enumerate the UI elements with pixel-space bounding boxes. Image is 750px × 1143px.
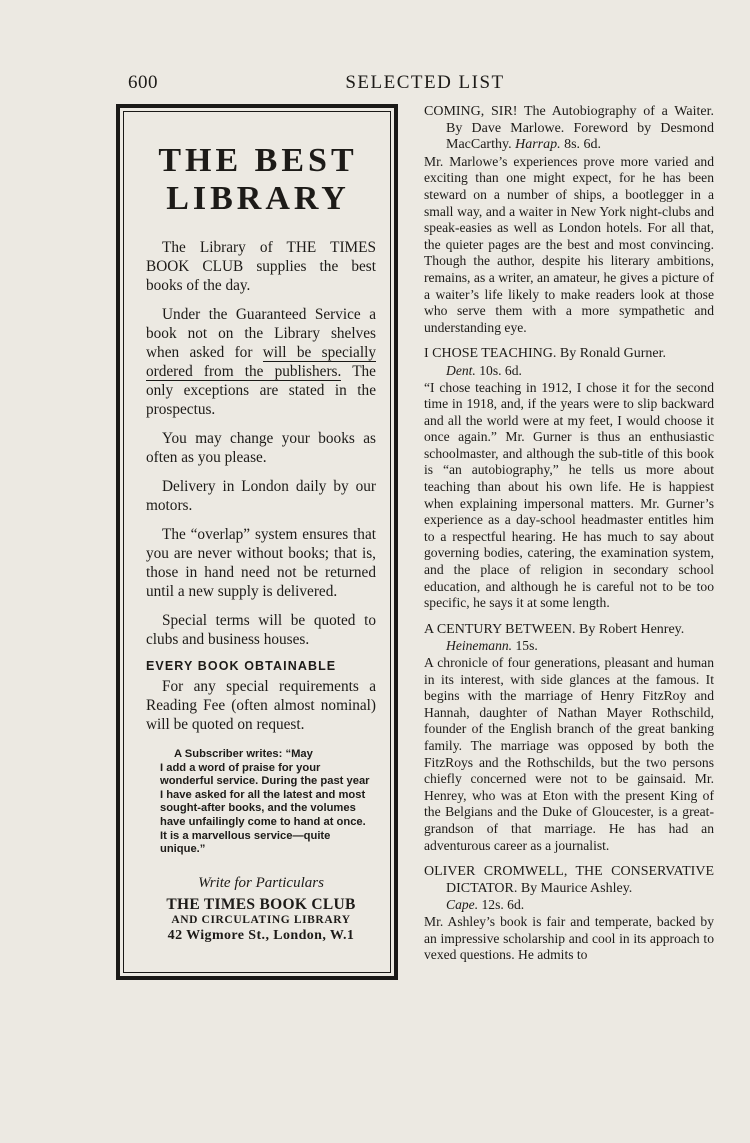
- book-title-author: COMING, SIR! The Autobiography of a Waiter. By Dave Marlowe. Foreword by Desmond MacCarthy.: [424, 104, 714, 153]
- ad-heading-every-book: EVERY BOOK OBTAINABLE: [146, 659, 337, 673]
- book-review: Mr. Ashley’s book is fair and temperate, backed by an impressive scholarship and cool in its approach to vexed questions. He admits to: [424, 913, 714, 963]
- ad-guarantee-text-b: The only exceptions are stated in the prospectus.: [146, 363, 376, 418]
- ad-circulating-library: AND CIRCULATING LIBRARY: [171, 913, 351, 926]
- book-review: A chronicle of four generations, pleasant and human in its interest, with side glances at the famous. It begins with the marriage of Henry FitzRoy and Hannah, daughter of Nathan Mayer Rothschild, founder of the English branch of the great banking family. The marriage was opposed by both the FitzRoys and the Rothschilds, but the two persons chiefly concerned were not to be gainsaid. Mr. Henrey, who was at Eton with the present King of the Belgians and the Duke of Gloucester, is a great-grandson of that marriage. He has had an adventurous career as a journalist.: [424, 655, 714, 853]
- ad-title-line1: THE BEST: [158, 142, 358, 179]
- book-price: 15s.: [515, 638, 538, 654]
- ad-paragraph-guarantee: [146, 305, 376, 419]
- book-publisher-line: [446, 638, 714, 655]
- book-publisher-line: [446, 897, 714, 914]
- book-publisher: Heinemann.: [446, 638, 513, 654]
- book-price: 12s. 6d.: [481, 897, 525, 913]
- book-publisher: Harrap.: [515, 137, 561, 153]
- ad-quote-first-line: A Subscriber writes: “May: [174, 748, 313, 760]
- ad-paragraph-intro: The Library of THE TIMES BOOK CLUB supplies the best books of the day.: [146, 239, 376, 294]
- book-entry-heading: A CENTURY BETWEEN. By Robert Henrey.: [424, 621, 685, 637]
- book-entry: [424, 104, 714, 336]
- advertisement-inner: [123, 111, 391, 973]
- ad-address: 42 Wigmore St., London, W.1: [167, 927, 355, 943]
- ad-paragraph-overlap: The “overlap” system ensures that you are never without books; that is, those in hand need not be returned until a new supply is delivered.: [146, 526, 376, 600]
- book-publisher: Dent.: [446, 362, 476, 378]
- book-review: “I chose teaching in 1912, I chose it for the second time in 1918, and, if the years were to slip backward and all the world were at my feet, I would choose it once again.” Mr. Gurner is thus an enthusiastic schoolmaster, and although the sub-title of this book is “an autobiography,” he tells us more about teaching than about his own life. He is happiest when explaining impersonal matters. Mr. Gurner’s experience as a day-school headmaster entitles him to a respectful hearing. He has much to say about governing bodies, catering, the examination system, and the place of religion in secondary school education, and although he is careful not to be too specific, he says it at some length.: [424, 379, 714, 611]
- page-number: 600: [128, 72, 158, 93]
- book-entry: [424, 864, 714, 964]
- book-entry-heading: OLIVER CROMWELL, THE CONSERVATIVE DICTATOR. By Maurice Ashley.: [424, 864, 714, 896]
- ad-quote-rest: I add a word of praise for your wonderful service. During the past year I have asked for all the latest and most sought-after books, and the volumes have unfailingly come to hand at once. It is a marvellous service—quite unique.”: [160, 761, 370, 856]
- ad-subscriber-quote: [160, 748, 370, 857]
- ad-paragraph-delivery: Delivery in London daily by our motors.: [146, 478, 376, 514]
- book-publisher-line: [446, 363, 714, 380]
- book-entry-heading: I CHOSE TEACHING. By Ronald Gurner.: [424, 346, 667, 362]
- book-list-column: [424, 104, 714, 974]
- book-entry-heading: [424, 104, 714, 154]
- ad-guarantee-underlined: will be specially ordered from the publishers.: [146, 344, 376, 380]
- ad-paragraph-change: You may change your books as often as you please.: [146, 430, 376, 466]
- ad-club-name: THE TIMES BOOK CLUB: [166, 895, 356, 913]
- ad-paragraph-terms: Special terms will be quoted to clubs and business houses.: [146, 612, 376, 648]
- book-price: 8s. 6d.: [564, 137, 602, 153]
- ad-guarantee-text-a: Under the Guaranteed Service a book not on the Library shelves when asked for: [146, 306, 376, 361]
- advertisement-box: [116, 104, 398, 980]
- ad-paragraph-fee: For any special requirements a Reading Fee (often almost nominal) will be quoted on request.: [146, 678, 376, 733]
- ad-write-for-particulars: Write for Particulars: [198, 874, 324, 891]
- book-review: Mr. Marlowe’s experiences prove more varied and exciting than one might expect, for he has been steward on a number of ships, a bootlegger in a small way, and a waiter in New York night-clubs and speak-easies as well as London hotels. For all that, the quieter pages are the best and most convincing. Though the author, despite his literary ambitions, remains, as a writer, an amateur, he gives a picture of a waiter’s life likely to make readers look at those who serve them with a more sympathetic and understanding eye.: [424, 153, 714, 335]
- book-publisher: Cape.: [446, 897, 479, 913]
- running-head: SELECTED LIST: [345, 72, 505, 93]
- book-entry: [424, 346, 714, 612]
- book-entry: [424, 622, 714, 854]
- ad-title: [140, 142, 376, 218]
- ad-title-line2: LIBRARY: [166, 180, 350, 217]
- book-price: 10s. 6d.: [479, 362, 522, 378]
